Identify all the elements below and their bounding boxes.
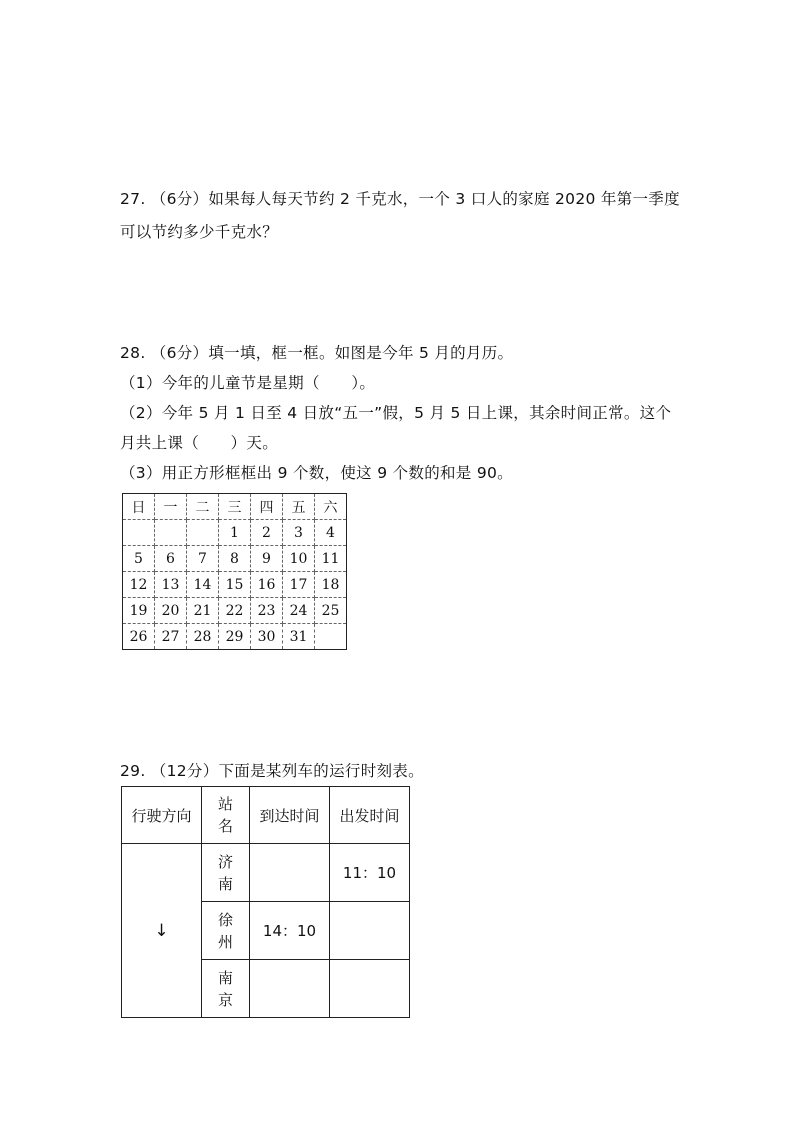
departure-cell: 11：10 [330,844,410,902]
calendar-day-cell: 10 [283,546,315,572]
q27-line-2: 可以节约多少千克水？ [120,223,279,241]
arrival-cell [250,960,330,1018]
calendar-day-cell: 29 [219,624,251,650]
calendar-day-cell [187,520,219,546]
calendar-day-cell: 7 [187,546,219,572]
q28-line-4: 月共上课（ ）天。 [120,434,279,452]
calendar-header-cell: 六 [315,494,347,520]
calendar-day-cell: 12 [123,572,155,598]
calendar-day-cell: 24 [283,598,315,624]
may-calendar [122,493,347,650]
calendar-day-cell: 14 [187,572,219,598]
departure-cell [330,902,410,960]
calendar-day-cell: 17 [283,572,315,598]
calendar-header-cell: 三 [219,494,251,520]
calendar-day-cell [155,520,187,546]
calendar-header-cell: 二 [187,494,219,520]
header-departure: 出发时间 [330,787,410,844]
calendar-day-cell: 26 [123,624,155,650]
calendar-week-row [123,520,347,546]
calendar-day-cell [315,624,347,650]
calendar-day-cell: 8 [219,546,251,572]
calendar-header-cell: 日 [123,494,155,520]
calendar-day-cell: 3 [283,520,315,546]
calendar-day-cell: 2 [251,520,283,546]
calendar-week-row [123,572,347,598]
calendar-header-row [123,494,347,520]
station-name: 济南 [217,852,233,893]
calendar-day-cell: 20 [155,598,187,624]
calendar-header-cell: 五 [283,494,315,520]
timetable-row [122,844,410,902]
calendar-day-cell: 25 [315,598,347,624]
calendar-header-cell: 四 [251,494,283,520]
calendar-day-cell: 4 [315,520,347,546]
calendar-day-cell [123,520,155,546]
train-timetable [121,786,410,1018]
header-station-text: 站名 [217,795,233,835]
q28-line-1: 28. （6分）填一填，框一框。如图是今年 5 月的月历。 [120,344,514,362]
calendar-day-cell: 16 [251,572,283,598]
station-name: 徐州 [217,910,233,951]
departure-cell [330,960,410,1018]
calendar-day-cell: 28 [187,624,219,650]
calendar-day-cell: 6 [155,546,187,572]
calendar-week-row [123,624,347,650]
arrival-cell [250,844,330,902]
calendar-day-cell: 15 [219,572,251,598]
calendar-day-cell: 1 [219,520,251,546]
station-cell [202,902,250,960]
calendar-day-cell: 27 [155,624,187,650]
arrival-cell: 14：10 [250,902,330,960]
calendar-header-cell: 一 [155,494,187,520]
q28-line-2: （1）今年的儿童节是星期（ ）。 [120,374,376,392]
header-direction: 行驶方向 [122,787,202,844]
calendar-day-cell: 30 [251,624,283,650]
header-station [202,787,250,844]
q28-line-5: （3）用正方形框框出 9 个数，使这 9 个数的和是 90。 [120,464,513,482]
calendar-day-cell: 31 [283,624,315,650]
header-arrival: 到达时间 [250,787,330,844]
timetable-header-row [122,787,410,844]
calendar-week-row [123,598,347,624]
q28-line-3: （2）今年 5 月 1 日至 4 日放“五一”假，5 月 5 日上课，其余时间正常。这个 [120,404,672,422]
calendar-day-cell: 19 [123,598,155,624]
calendar-day-cell: 5 [123,546,155,572]
station-cell [202,844,250,902]
calendar-day-cell: 11 [315,546,347,572]
station-cell [202,960,250,1018]
calendar-day-cell: 21 [187,598,219,624]
station-name: 南京 [217,968,233,1009]
calendar-day-cell: 18 [315,572,347,598]
calendar-day-cell: 9 [251,546,283,572]
calendar-day-cell: 22 [219,598,251,624]
q29-title: 29. （12分）下面是某列车的运行时刻表。 [120,762,424,780]
direction-cell [122,844,202,1018]
calendar-week-row [123,546,347,572]
down-arrow-icon: ↓ [154,920,169,941]
calendar-day-cell: 23 [251,598,283,624]
calendar-day-cell: 13 [155,572,187,598]
q27-line-1: 27. （6分）如果每人每天节约 2 千克水，一个 3 口人的家庭 2020 年第一季度 [120,190,680,208]
